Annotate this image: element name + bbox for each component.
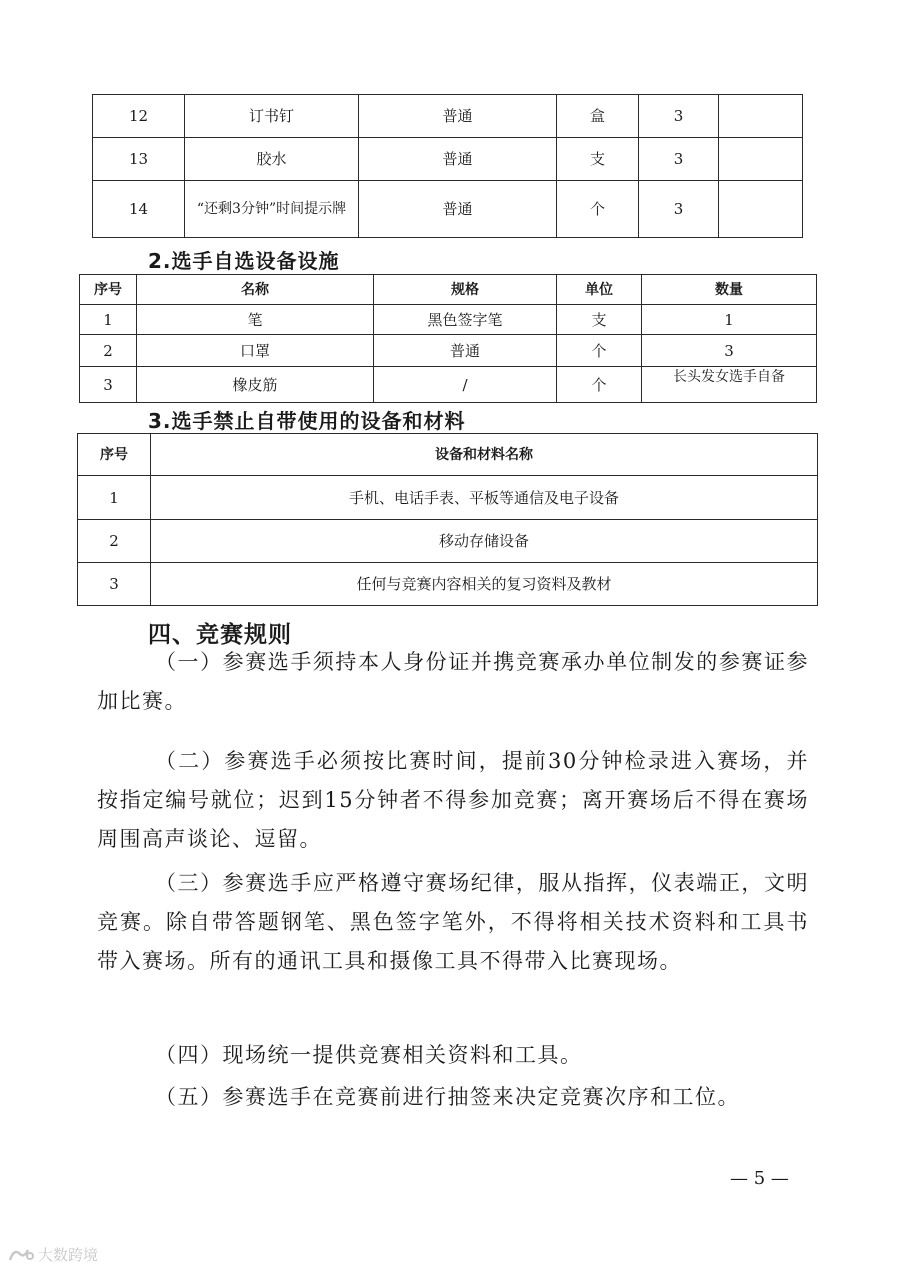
cell-name: 移动存储设备 (151, 520, 818, 563)
table-row (80, 335, 817, 367)
table-row (93, 95, 803, 138)
cell-qty: 3 (639, 181, 719, 238)
header-unit: 单位 (557, 275, 642, 305)
cell-no: 13 (93, 138, 185, 181)
table-header-row (80, 275, 817, 305)
cell-no: 14 (93, 181, 185, 238)
cell-no: 1 (80, 305, 137, 335)
cell-note (719, 181, 803, 238)
cell-unit: 支 (557, 138, 639, 181)
cell-name: 口罩 (137, 335, 374, 367)
prohibited-equipment-table (77, 433, 818, 606)
header-no: 序号 (80, 275, 137, 305)
table-header-row (78, 434, 818, 476)
cell-qty: 1 (642, 305, 817, 335)
cell-name: 橡皮筋 (137, 367, 374, 403)
table-row (93, 138, 803, 181)
rule-paragraph-2: （二）参赛选手必须按比赛时间，提前30分钟检录进入赛场，并按指定编号就位；迟到15分钟者不得参加竞赛；离开赛场后不得在赛场周围高声谈论、逗留。 (97, 749, 809, 851)
cell-name: 胶水 (185, 138, 359, 181)
cell-no: 3 (78, 563, 151, 606)
cell-spec: 普通 (374, 335, 557, 367)
cell-spec: / (374, 367, 557, 403)
cell-spec: 普通 (359, 138, 557, 181)
cell-note (719, 95, 803, 138)
cell-unit: 盒 (557, 95, 639, 138)
cell-name: 手机、电话手表、平板等通信及电子设备 (151, 476, 818, 520)
cell-name: 订书钉 (185, 95, 359, 138)
cell-spec: 黑色签字笔 (374, 305, 557, 335)
cell-no: 2 (80, 335, 137, 367)
rule-paragraph-4: （四）现场统一提供竞赛相关资料和工具。 (155, 1043, 583, 1067)
section-2-title: 2.选手自选设备设施 (148, 249, 340, 273)
header-spec: 规格 (374, 275, 557, 305)
table-row (78, 476, 818, 520)
header-qty: 数量 (642, 275, 817, 305)
page-number: — 5 — (730, 1168, 789, 1189)
table-row (93, 181, 803, 238)
cell-name: 任何与竞赛内容相关的复习资料及教材 (151, 563, 818, 606)
rules-heading: 四、竞赛规则 (148, 622, 292, 648)
cell-spec: 普通 (359, 181, 557, 238)
cell-unit: 支 (557, 305, 642, 335)
cell-qty: 3 (639, 95, 719, 138)
self-selected-equipment-table (79, 274, 817, 403)
header-name: 设备和材料名称 (151, 434, 818, 476)
cell-qty: 3 (642, 335, 817, 367)
watermark (8, 1244, 98, 1265)
cell-qty: 3 (639, 138, 719, 181)
cell-no: 2 (78, 520, 151, 563)
cell-spec: 普通 (359, 95, 557, 138)
header-name: 名称 (137, 275, 374, 305)
cell-no: 3 (80, 367, 137, 403)
table-row (80, 305, 817, 335)
watermark-text: 大数跨境 (38, 1246, 99, 1264)
header-no: 序号 (78, 434, 151, 476)
table-row (78, 563, 818, 606)
cell-no: 12 (93, 95, 185, 138)
cell-qty: 长头发女选手自备 (642, 367, 817, 403)
rule-paragraph-3: （三）参赛选手应严格遵守赛场纪律，服从指挥，仪表端正，文明竞赛。除自带答题钢笔、黑色签字笔外，不得将相关技术资料和工具书带入赛场。所有的通讯工具和摄像工具不得带入比赛现场。 (97, 871, 809, 973)
rule-paragraph-5: （五）参赛选手在竞赛前进行抽签来决定竞赛次序和工位。 (155, 1085, 740, 1109)
cell-unit: 个 (557, 367, 642, 403)
brand-logo-icon (8, 1246, 34, 1264)
cell-no: 1 (78, 476, 151, 520)
cell-note (719, 138, 803, 181)
table-row (78, 520, 818, 563)
section-3-title: 3.选手禁止自带使用的设备和材料 (148, 409, 466, 433)
equipment-table-continued (92, 94, 803, 238)
cell-unit: 个 (557, 181, 639, 238)
rule-paragraph-1: （一）参赛选手须持本人身份证并携竞赛承办单位制发的参赛证参加比赛。 (97, 650, 809, 713)
cell-name: “还剩3分钟”时间提示牌 (185, 181, 359, 238)
cell-unit: 个 (557, 335, 642, 367)
cell-name: 笔 (137, 305, 374, 335)
table-row (80, 367, 817, 403)
